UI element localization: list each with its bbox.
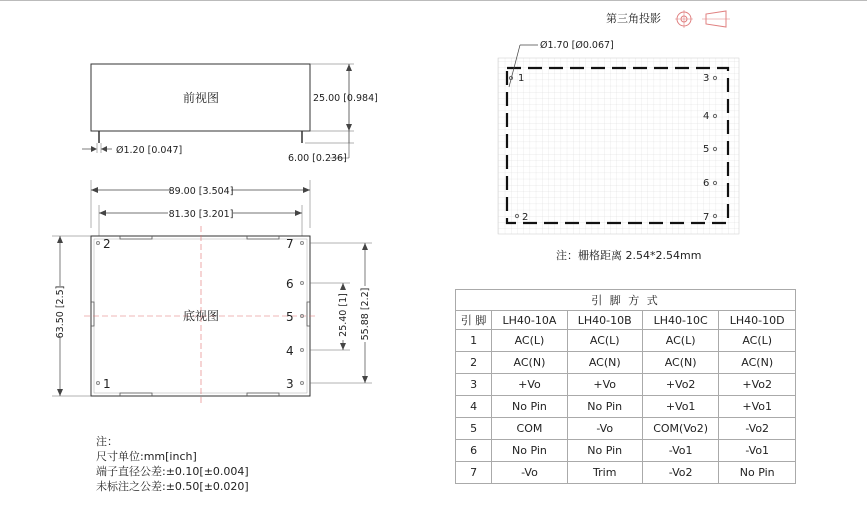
bottom-pin-1: 1 (103, 377, 111, 391)
notes-block (96, 434, 249, 494)
table-cell: -Vo1 (719, 440, 796, 462)
notes-line-1: 尺寸单位:mm[inch] (96, 450, 197, 463)
grid-pin-2: 2 (522, 212, 529, 223)
table-row (456, 374, 796, 396)
front-height-dim: 25.00 [0.984] (313, 93, 378, 104)
grid-note: 注：栅格距离 2.54*2.54mm (556, 249, 702, 262)
grid-layout-drawing (480, 30, 760, 245)
projection-label: 第三角投影 (606, 12, 661, 25)
table-row (456, 440, 796, 462)
grid-pin-1: 1 (518, 73, 525, 84)
table-cell: COM (492, 418, 567, 440)
pin-length-dim: 6.00 [0.236] (288, 153, 347, 164)
table-cell: 7 (456, 462, 492, 484)
notes-line-3: 未标注之公差:±0.50[±0.020] (96, 480, 249, 493)
table-cell: 6 (456, 440, 492, 462)
table-row (456, 330, 796, 352)
pin-table-title: 引 脚 方 式 (456, 290, 796, 311)
table-cell: COM(Vo2) (642, 418, 719, 440)
grid-pin-3: 3 (703, 73, 710, 84)
table-cell: +Vo (492, 374, 567, 396)
table-cell: No Pin (567, 396, 642, 418)
table-cell: No Pin (719, 462, 796, 484)
table-row (456, 396, 796, 418)
notes-title: 注： (96, 435, 118, 448)
front-view-title: 前视图 (182, 91, 220, 105)
pin-table-header: LH40-10D (719, 311, 796, 330)
table-cell: 3 (456, 374, 492, 396)
pin-table-header: LH40-10A (492, 311, 567, 330)
table-cell: -Vo1 (642, 440, 719, 462)
front-bottom-drawing (0, 0, 440, 420)
bottom-width-dim: 89.00 [3.504] (168, 186, 234, 197)
pin-table-header: LH40-10B (567, 311, 642, 330)
pin-table-header: LH40-10C (642, 311, 719, 330)
table-cell: +Vo (567, 374, 642, 396)
bottom-pin-6: 6 (286, 277, 294, 291)
pin-diameter-dim: Ø1.20 [0.047] (116, 145, 183, 156)
table-cell: No Pin (492, 440, 567, 462)
grid-pin-4: 4 (703, 111, 710, 122)
bottom-pin-3: 3 (286, 377, 294, 391)
table-cell: +Vo2 (642, 374, 719, 396)
bottom-pin-7: 7 (286, 237, 294, 251)
table-row (456, 462, 796, 484)
table-cell: AC(N) (642, 352, 719, 374)
table-cell: +Vo1 (719, 396, 796, 418)
bottom-pin-4: 4 (286, 344, 294, 358)
table-cell: AC(N) (567, 352, 642, 374)
table-cell: 5 (456, 418, 492, 440)
pin-table (455, 289, 796, 484)
table-cell: Trim (567, 462, 642, 484)
table-cell: AC(L) (492, 330, 567, 352)
grid-pin-5: 5 (703, 144, 710, 155)
table-cell: +Vo1 (642, 396, 719, 418)
table-row (456, 352, 796, 374)
table-row (456, 418, 796, 440)
table-cell: AC(N) (492, 352, 567, 374)
bottom-view-title: 底视图 (182, 309, 220, 323)
bottom-pin-5: 5 (286, 310, 294, 324)
grid-pin-7: 7 (703, 212, 710, 223)
pin-row-dim: 55.88 [2.2] (360, 287, 371, 341)
notes-line-2: 端子直径公差:±0.10[±0.004] (96, 465, 249, 478)
table-cell: -Vo (492, 462, 567, 484)
table-cell: 4 (456, 396, 492, 418)
pin-table-header: 引 脚 (456, 311, 492, 330)
bottom-height-dim: 63.50 [2.5] (55, 285, 66, 339)
table-cell: No Pin (492, 396, 567, 418)
table-cell: AC(L) (642, 330, 719, 352)
table-cell: 1 (456, 330, 492, 352)
table-cell: -Vo (567, 418, 642, 440)
table-cell: -Vo2 (719, 418, 796, 440)
table-cell: AC(N) (719, 352, 796, 374)
pin-pitch-dim: 25.40 [1] (338, 293, 349, 337)
table-cell: +Vo2 (719, 374, 796, 396)
bottom-pin-2: 2 (103, 237, 111, 251)
hole-diameter-dim: Ø1.70 [Ø0.067] (540, 40, 614, 51)
table-cell: -Vo2 (642, 462, 719, 484)
table-cell: AC(L) (719, 330, 796, 352)
table-cell: AC(L) (567, 330, 642, 352)
grid-pin-6: 6 (703, 178, 710, 189)
pin-span-dim: 81.30 [3.201] (168, 209, 234, 220)
table-cell: No Pin (567, 440, 642, 462)
table-cell: 2 (456, 352, 492, 374)
third-angle-projection-icon (674, 8, 734, 30)
